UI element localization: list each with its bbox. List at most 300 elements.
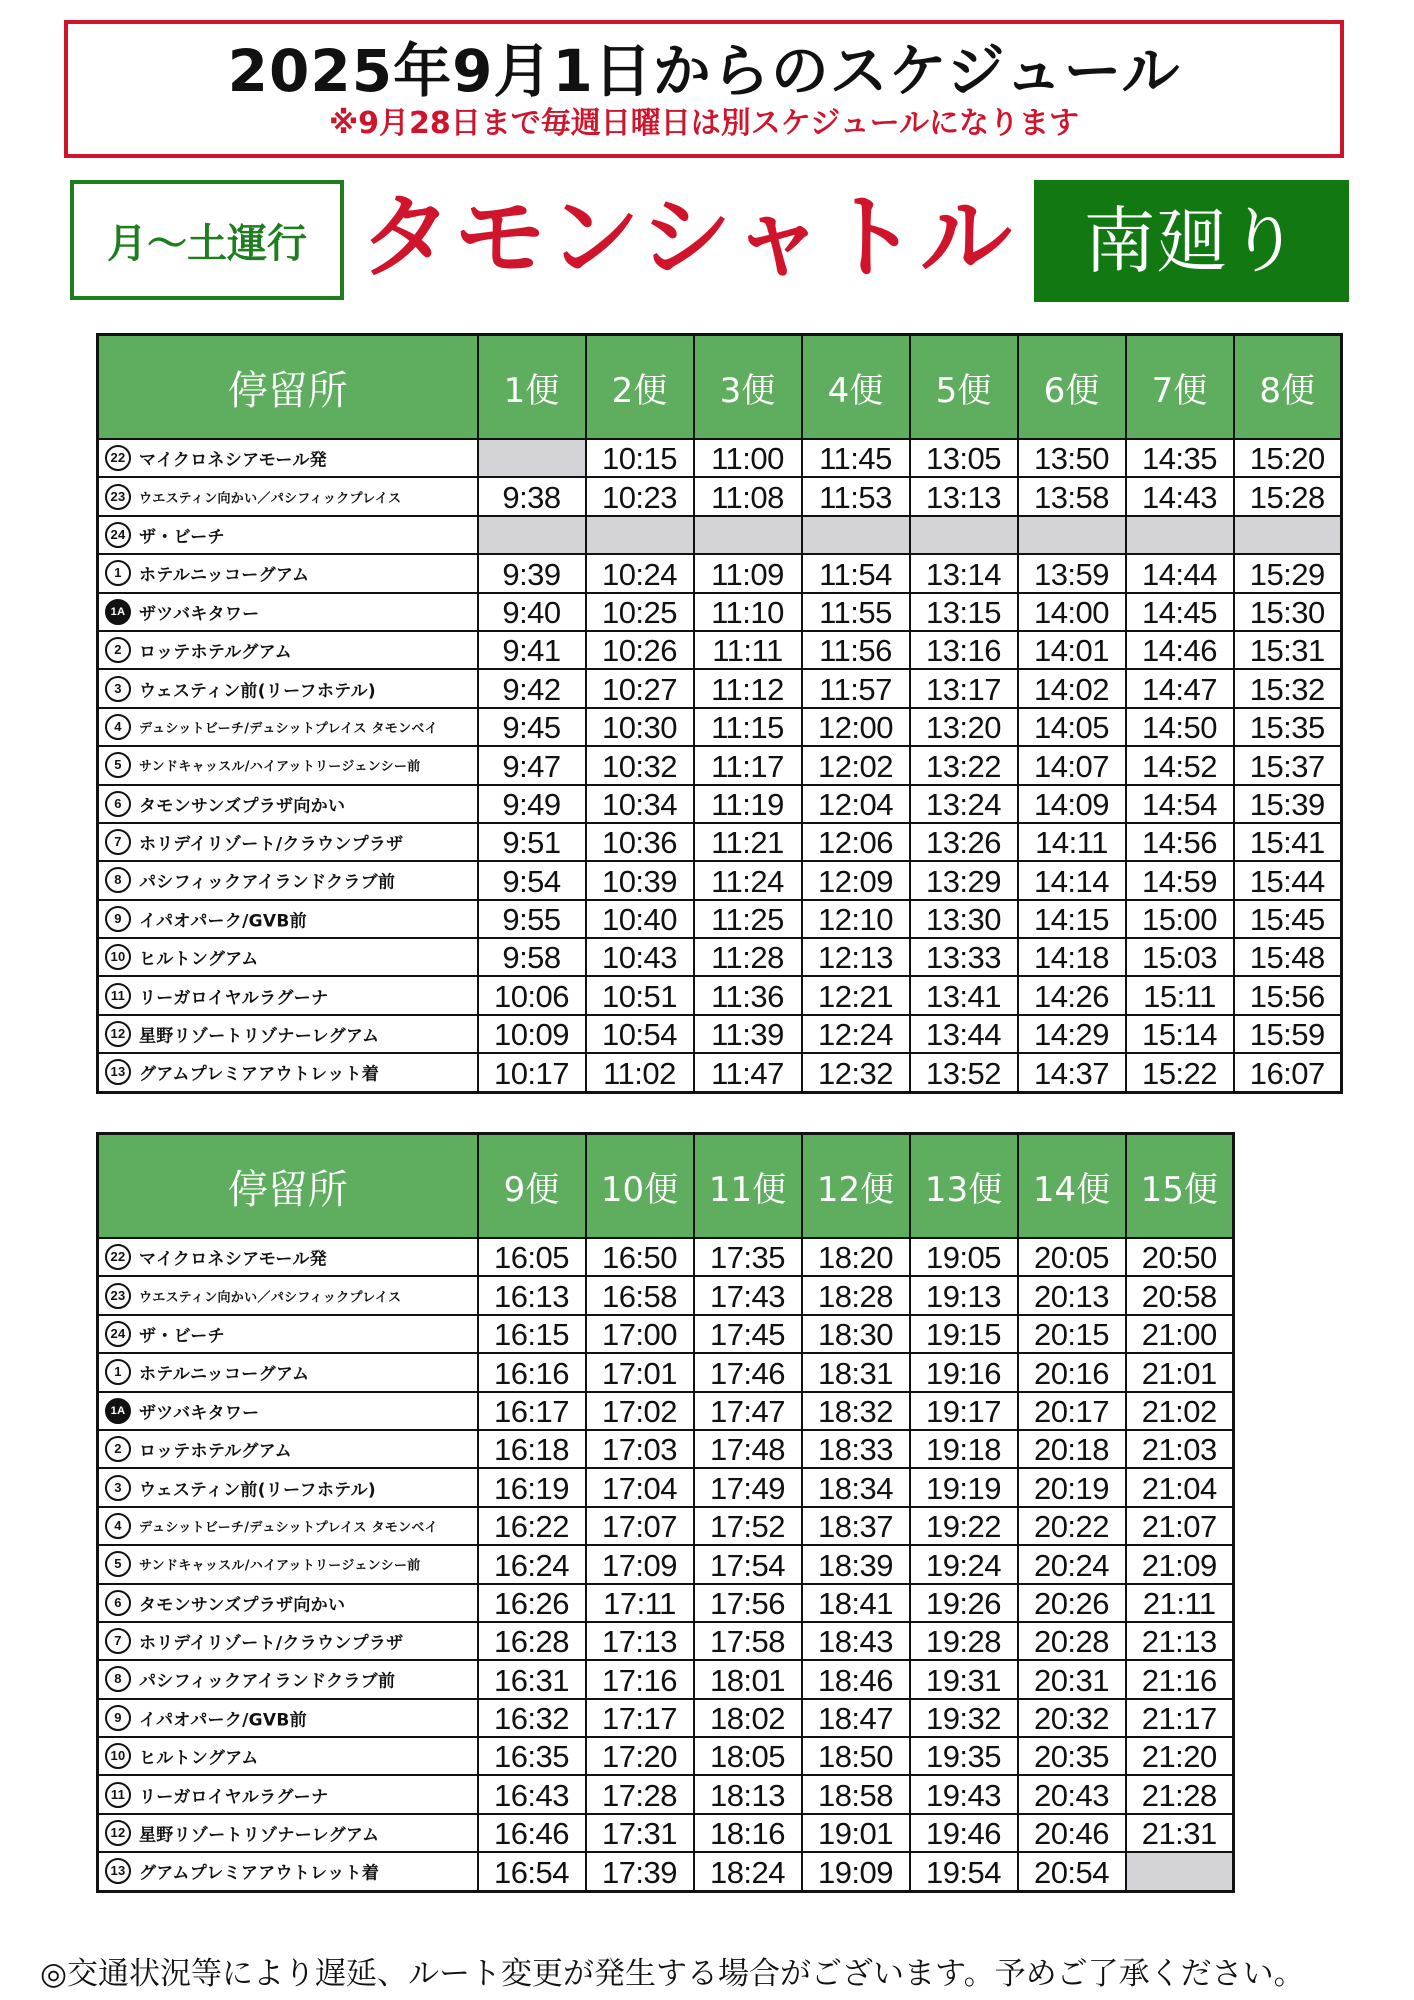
departure-time: 20:05 xyxy=(1018,1238,1126,1276)
departure-time: 11:45 xyxy=(802,439,910,477)
departure-time: 17:52 xyxy=(694,1507,802,1545)
stop-number-badge: 23 xyxy=(105,1283,131,1309)
departure-time: 14:43 xyxy=(1126,477,1234,515)
departure-time: 19:15 xyxy=(910,1315,1018,1353)
departure-time: 14:00 xyxy=(1018,593,1126,631)
stop-number-badge: 11 xyxy=(105,983,131,1009)
departure-time: 18:41 xyxy=(802,1584,910,1622)
stop-name: ロッテホテルグアム xyxy=(139,642,292,663)
departure-time: 21:09 xyxy=(1126,1545,1234,1583)
departure-time: 19:35 xyxy=(910,1737,1018,1775)
departure-time: 20:16 xyxy=(1018,1353,1126,1391)
departure-time: 13:29 xyxy=(910,861,1018,899)
stop-number-badge: 2 xyxy=(105,637,131,663)
stop-name-cell xyxy=(98,1430,478,1468)
departure-time: 15:32 xyxy=(1234,669,1342,707)
stop-name: 星野リゾートリゾナーレグアム xyxy=(139,1825,380,1846)
departure-time: 18:20 xyxy=(802,1238,910,1276)
departure-time: 13:26 xyxy=(910,823,1018,861)
stop-name-cell xyxy=(98,1468,478,1506)
departure-time: 21:11 xyxy=(1126,1584,1234,1622)
stop-name: マイクロネシアモール発 xyxy=(139,1249,327,1270)
stop-number-badge: 10 xyxy=(105,944,131,970)
trip-header: 12便 xyxy=(802,1134,910,1239)
stop-number-badge: 9 xyxy=(105,906,131,932)
table-row xyxy=(98,938,1342,976)
no-service-cell xyxy=(478,516,586,554)
stop-name-cell xyxy=(98,1276,478,1314)
departure-time: 10:26 xyxy=(586,631,694,669)
departure-time: 15:31 xyxy=(1234,631,1342,669)
departure-time: 11:02 xyxy=(586,1053,694,1092)
departure-time: 16:26 xyxy=(478,1584,586,1622)
table-row xyxy=(98,1545,1234,1583)
departure-time: 21:03 xyxy=(1126,1430,1234,1468)
departure-time: 14:44 xyxy=(1126,554,1234,592)
trip-header: 3便 xyxy=(694,335,802,440)
departure-time: 16:13 xyxy=(478,1276,586,1314)
departure-time: 21:02 xyxy=(1126,1392,1234,1430)
stop-name-cell xyxy=(98,1660,478,1698)
departure-time: 15:20 xyxy=(1234,439,1342,477)
departure-time: 10:54 xyxy=(586,1015,694,1053)
departure-time: 17:54 xyxy=(694,1545,802,1583)
departure-time: 16:32 xyxy=(478,1699,586,1737)
departure-time: 10:15 xyxy=(586,439,694,477)
departure-time: 20:24 xyxy=(1018,1545,1126,1583)
table-row xyxy=(98,1276,1234,1314)
departure-time: 11:24 xyxy=(694,861,802,899)
no-service-cell xyxy=(1126,1852,1234,1891)
departure-time: 16:50 xyxy=(586,1238,694,1276)
stop-name: ザツバキタワー xyxy=(139,1403,260,1424)
departure-time: 19:46 xyxy=(910,1814,1018,1852)
departure-time: 21:20 xyxy=(1126,1737,1234,1775)
departure-time: 9:47 xyxy=(478,746,586,784)
departure-time: 11:11 xyxy=(694,631,802,669)
departure-time: 17:28 xyxy=(586,1775,694,1813)
departure-time: 17:43 xyxy=(694,1276,802,1314)
departure-time: 13:41 xyxy=(910,976,1018,1014)
table-row xyxy=(98,861,1342,899)
route-label: 南廻り xyxy=(1034,180,1349,302)
departure-time: 15:44 xyxy=(1234,861,1342,899)
stop-name-cell xyxy=(98,1015,478,1053)
departure-time: 14:47 xyxy=(1126,669,1234,707)
no-service-cell xyxy=(1234,516,1342,554)
departure-time: 10:17 xyxy=(478,1053,586,1092)
stop-name-cell xyxy=(98,1507,478,1545)
departure-time: 9:54 xyxy=(478,861,586,899)
stop-name-cell xyxy=(98,1814,478,1852)
no-service-cell xyxy=(802,516,910,554)
trip-header: 6便 xyxy=(1018,335,1126,440)
stop-name: マイクロネシアモール発 xyxy=(139,450,327,471)
departure-time: 14:56 xyxy=(1126,823,1234,861)
departure-time: 9:40 xyxy=(478,593,586,631)
departure-time: 21:13 xyxy=(1126,1622,1234,1660)
stop-number-badge: 5 xyxy=(105,752,131,778)
departure-time: 9:41 xyxy=(478,631,586,669)
departure-time: 16:31 xyxy=(478,1660,586,1698)
departure-time: 10:40 xyxy=(586,900,694,938)
trip-header: 11便 xyxy=(694,1134,802,1239)
table-row xyxy=(98,1015,1342,1053)
departure-time: 18:13 xyxy=(694,1775,802,1813)
stop-name: グアムプレミアアウトレット着 xyxy=(139,1863,380,1884)
table-row xyxy=(98,1699,1234,1737)
departure-time: 15:48 xyxy=(1234,938,1342,976)
departure-time: 18:37 xyxy=(802,1507,910,1545)
departure-time: 10:24 xyxy=(586,554,694,592)
stop-name-cell xyxy=(98,593,478,631)
departure-time: 15:28 xyxy=(1234,477,1342,515)
departure-time: 18:30 xyxy=(802,1315,910,1353)
departure-time: 10:30 xyxy=(586,708,694,746)
departure-time: 20:32 xyxy=(1018,1699,1126,1737)
table-row xyxy=(98,1584,1234,1622)
stop-name: リーガロイヤルラグーナ xyxy=(139,988,329,1009)
table-row xyxy=(98,1852,1234,1891)
stop-number-badge: 10 xyxy=(105,1743,131,1769)
trip-header: 9便 xyxy=(478,1134,586,1239)
departure-time: 14:45 xyxy=(1126,593,1234,631)
departure-time: 11:10 xyxy=(694,593,802,631)
departure-time: 21:16 xyxy=(1126,1660,1234,1698)
departure-time: 13:16 xyxy=(910,631,1018,669)
departure-time: 17:48 xyxy=(694,1430,802,1468)
departure-time: 14:15 xyxy=(1018,900,1126,938)
table-row xyxy=(98,593,1342,631)
stop-name-cell xyxy=(98,1392,478,1430)
departure-time: 9:45 xyxy=(478,708,586,746)
departure-time: 18:24 xyxy=(694,1852,802,1891)
departure-time: 17:56 xyxy=(694,1584,802,1622)
departure-time: 21:04 xyxy=(1126,1468,1234,1506)
departure-time: 20:31 xyxy=(1018,1660,1126,1698)
departure-time: 11:00 xyxy=(694,439,802,477)
departure-time: 13:59 xyxy=(1018,554,1126,592)
stop-number-badge: 5 xyxy=(105,1551,131,1577)
departure-time: 17:39 xyxy=(586,1852,694,1891)
departure-time: 13:50 xyxy=(1018,439,1126,477)
stop-name: パシフィックアイランドクラブ前 xyxy=(139,872,396,893)
table-row xyxy=(98,516,1342,554)
stop-number-badge: 8 xyxy=(105,1666,131,1692)
table-row xyxy=(98,785,1342,823)
departure-time: 16:22 xyxy=(478,1507,586,1545)
departure-time: 19:13 xyxy=(910,1276,1018,1314)
stop-number-badge: 3 xyxy=(105,1475,131,1501)
departure-time: 14:07 xyxy=(1018,746,1126,784)
departure-time: 14:50 xyxy=(1126,708,1234,746)
departure-time: 15:22 xyxy=(1126,1053,1234,1092)
departure-time: 19:19 xyxy=(910,1468,1018,1506)
stop-name-cell xyxy=(98,631,478,669)
stop-name: タモンサンズプラザ向かい xyxy=(139,796,346,817)
departure-time: 15:56 xyxy=(1234,976,1342,1014)
trip-header: 4便 xyxy=(802,335,910,440)
departure-time: 14:09 xyxy=(1018,785,1126,823)
departure-time: 15:41 xyxy=(1234,823,1342,861)
departure-time: 13:33 xyxy=(910,938,1018,976)
stop-number-badge: 1 xyxy=(105,1359,131,1385)
stop-name-cell xyxy=(98,938,478,976)
timetable-evening xyxy=(96,1132,1235,1893)
stop-name-cell xyxy=(98,976,478,1014)
departure-time: 11:25 xyxy=(694,900,802,938)
departure-time: 12:02 xyxy=(802,746,910,784)
stop-name-cell xyxy=(98,439,478,477)
departure-time: 9:42 xyxy=(478,669,586,707)
departure-time: 10:43 xyxy=(586,938,694,976)
departure-time: 19:17 xyxy=(910,1392,1018,1430)
stop-number-badge: 3 xyxy=(105,676,131,702)
stop-name: ザ・ビーチ xyxy=(139,1326,225,1347)
departure-time: 13:44 xyxy=(910,1015,1018,1053)
stop-name-cell xyxy=(98,1699,478,1737)
departure-time: 17:58 xyxy=(694,1622,802,1660)
table-row xyxy=(98,1430,1234,1468)
departure-time: 12:21 xyxy=(802,976,910,1014)
timetable-header-row xyxy=(98,1134,1234,1239)
departure-time: 10:34 xyxy=(586,785,694,823)
stop-name-cell xyxy=(98,1584,478,1622)
stop-number-badge: 2 xyxy=(105,1436,131,1462)
departure-time: 20:50 xyxy=(1126,1238,1234,1276)
trip-header: 5便 xyxy=(910,335,1018,440)
trip-header: 2便 xyxy=(586,335,694,440)
departure-time: 16:43 xyxy=(478,1775,586,1813)
no-service-cell xyxy=(478,439,586,477)
trip-header: 14便 xyxy=(1018,1134,1126,1239)
departure-time: 14:37 xyxy=(1018,1053,1126,1092)
departure-time: 17:01 xyxy=(586,1353,694,1391)
trip-header: 1便 xyxy=(478,335,586,440)
departure-time: 11:47 xyxy=(694,1053,802,1092)
departure-time: 15:37 xyxy=(1234,746,1342,784)
departure-time: 15:35 xyxy=(1234,708,1342,746)
stop-name: ホリデイリゾート/クラウンプラザ xyxy=(139,834,404,855)
table-row xyxy=(98,1315,1234,1353)
departure-time: 20:54 xyxy=(1018,1852,1126,1891)
stop-name: ホリデイリゾート/クラウンプラザ xyxy=(139,1633,404,1654)
departure-time: 21:28 xyxy=(1126,1775,1234,1813)
stop-name-cell xyxy=(98,1622,478,1660)
departure-time: 18:05 xyxy=(694,1737,802,1775)
departure-time: 15:59 xyxy=(1234,1015,1342,1053)
departure-time: 16:46 xyxy=(478,1814,586,1852)
departure-time: 9:38 xyxy=(478,477,586,515)
departure-time: 11:54 xyxy=(802,554,910,592)
stop-name-cell xyxy=(98,477,478,515)
departure-time: 12:32 xyxy=(802,1053,910,1092)
stop-name-cell xyxy=(98,1353,478,1391)
departure-time: 9:51 xyxy=(478,823,586,861)
departure-time: 20:22 xyxy=(1018,1507,1126,1545)
timetable-header-row xyxy=(98,335,1342,440)
departure-time: 9:58 xyxy=(478,938,586,976)
departure-time: 14:26 xyxy=(1018,976,1126,1014)
departure-time: 17:20 xyxy=(586,1737,694,1775)
departure-time: 20:15 xyxy=(1018,1315,1126,1353)
trip-header: 7便 xyxy=(1126,335,1234,440)
departure-time: 11:17 xyxy=(694,746,802,784)
departure-time: 14:01 xyxy=(1018,631,1126,669)
departure-time: 14:02 xyxy=(1018,669,1126,707)
stop-number-badge: 1A xyxy=(105,1398,131,1424)
departure-time: 20:18 xyxy=(1018,1430,1126,1468)
departure-time: 14:14 xyxy=(1018,861,1126,899)
stop-name-cell xyxy=(98,746,478,784)
table-row xyxy=(98,1392,1234,1430)
stop-name-cell xyxy=(98,669,478,707)
departure-time: 19:05 xyxy=(910,1238,1018,1276)
departure-time: 20:13 xyxy=(1018,1276,1126,1314)
departure-time: 20:43 xyxy=(1018,1775,1126,1813)
stop-name: ホテルニッコーグアム xyxy=(139,565,310,586)
departure-time: 19:43 xyxy=(910,1775,1018,1813)
departure-time: 16:16 xyxy=(478,1353,586,1391)
departure-time: 20:26 xyxy=(1018,1584,1126,1622)
departure-time: 10:25 xyxy=(586,593,694,631)
departure-time: 12:09 xyxy=(802,861,910,899)
departure-time: 9:55 xyxy=(478,900,586,938)
table-row xyxy=(98,746,1342,784)
no-service-cell xyxy=(910,516,1018,554)
departure-time: 19:31 xyxy=(910,1660,1018,1698)
no-service-cell xyxy=(694,516,802,554)
stop-name: イパオパーク/GVB前 xyxy=(139,1710,307,1731)
departure-time: 9:39 xyxy=(478,554,586,592)
departure-time: 15:00 xyxy=(1126,900,1234,938)
departure-time: 13:14 xyxy=(910,554,1018,592)
departure-time: 14:35 xyxy=(1126,439,1234,477)
departure-time: 13:15 xyxy=(910,593,1018,631)
table-row xyxy=(98,1238,1234,1276)
table-row xyxy=(98,976,1342,1014)
departure-time: 21:07 xyxy=(1126,1507,1234,1545)
no-service-cell xyxy=(586,516,694,554)
stop-number-badge: 1A xyxy=(105,599,131,625)
departure-time: 17:07 xyxy=(586,1507,694,1545)
departure-time: 10:32 xyxy=(586,746,694,784)
departure-time: 12:06 xyxy=(802,823,910,861)
table-row xyxy=(98,1737,1234,1775)
departure-time: 19:18 xyxy=(910,1430,1018,1468)
departure-time: 17:46 xyxy=(694,1353,802,1391)
departure-time: 17:45 xyxy=(694,1315,802,1353)
trip-header: 10便 xyxy=(586,1134,694,1239)
departure-time: 19:32 xyxy=(910,1699,1018,1737)
stop-name: タモンサンズプラザ向かい xyxy=(139,1595,346,1616)
departure-time: 19:01 xyxy=(802,1814,910,1852)
table-row xyxy=(98,554,1342,592)
schedule-banner xyxy=(64,20,1344,158)
departure-time: 13:20 xyxy=(910,708,1018,746)
stop-name: 星野リゾートリゾナーレグアム xyxy=(139,1026,380,1047)
stop-name: パシフィックアイランドクラブ前 xyxy=(139,1671,396,1692)
schedule-note: ※9月28日まで毎週日曜日は別スケジュールになります xyxy=(329,106,1079,141)
departure-time: 13:58 xyxy=(1018,477,1126,515)
departure-time: 17:00 xyxy=(586,1315,694,1353)
stop-name-cell xyxy=(98,1053,478,1092)
departure-time: 21:31 xyxy=(1126,1814,1234,1852)
stop-name: デュシットビーチ/デュシットプレイス タモンベイ xyxy=(139,1520,438,1536)
table-row xyxy=(98,708,1342,746)
departure-time: 18:28 xyxy=(802,1276,910,1314)
stop-number-badge: 4 xyxy=(105,1513,131,1539)
stop-number-badge: 6 xyxy=(105,1590,131,1616)
stop-number-badge: 6 xyxy=(105,791,131,817)
stop-name: リーガロイヤルラグーナ xyxy=(139,1787,329,1808)
departure-time: 17:49 xyxy=(694,1468,802,1506)
departure-time: 18:43 xyxy=(802,1622,910,1660)
table-row xyxy=(98,669,1342,707)
table-row xyxy=(98,1775,1234,1813)
departure-time: 21:17 xyxy=(1126,1699,1234,1737)
departure-time: 16:19 xyxy=(478,1468,586,1506)
departure-time: 16:17 xyxy=(478,1392,586,1430)
departure-time: 17:04 xyxy=(586,1468,694,1506)
departure-time: 18:47 xyxy=(802,1699,910,1737)
stop-number-badge: 9 xyxy=(105,1705,131,1731)
departure-time: 13:05 xyxy=(910,439,1018,477)
stop-name: ウェスティン前(リーフホテル) xyxy=(139,681,376,702)
departure-time: 13:24 xyxy=(910,785,1018,823)
table-row xyxy=(98,1053,1342,1092)
departure-time: 16:28 xyxy=(478,1622,586,1660)
stop-name: ヒルトングアム xyxy=(139,1748,259,1769)
stop-name-cell xyxy=(98,1238,478,1276)
departure-time: 12:13 xyxy=(802,938,910,976)
departure-time: 19:24 xyxy=(910,1545,1018,1583)
departure-time: 17:02 xyxy=(586,1392,694,1430)
departure-time: 18:33 xyxy=(802,1430,910,1468)
stop-name-cell xyxy=(98,785,478,823)
stop-name: ホテルニッコーグアム xyxy=(139,1364,310,1385)
departure-time: 16:54 xyxy=(478,1852,586,1891)
stop-name: サンドキャッスル/ハイアットリージェンシー前 xyxy=(139,1558,421,1574)
stop-name: ヒルトングアム xyxy=(139,949,259,970)
departure-time: 18:46 xyxy=(802,1660,910,1698)
departure-time: 13:22 xyxy=(910,746,1018,784)
departure-time: 15:29 xyxy=(1234,554,1342,592)
departure-time: 11:57 xyxy=(802,669,910,707)
departure-time: 18:01 xyxy=(694,1660,802,1698)
stop-number-badge: 12 xyxy=(105,1021,131,1047)
departure-time: 14:29 xyxy=(1018,1015,1126,1053)
departure-time: 15:14 xyxy=(1126,1015,1234,1053)
departure-time: 17:17 xyxy=(586,1699,694,1737)
departure-time: 20:58 xyxy=(1126,1276,1234,1314)
stop-number-badge: 4 xyxy=(105,714,131,740)
departure-time: 17:31 xyxy=(586,1814,694,1852)
departure-time: 16:35 xyxy=(478,1737,586,1775)
stop-column-header: 停留所 xyxy=(98,1134,478,1239)
stop-name-cell xyxy=(98,1545,478,1583)
departure-time: 14:59 xyxy=(1126,861,1234,899)
stop-column-header: 停留所 xyxy=(98,335,478,440)
stop-name-cell xyxy=(98,1775,478,1813)
trip-header: 15便 xyxy=(1126,1134,1234,1239)
departure-time: 15:11 xyxy=(1126,976,1234,1014)
stop-number-badge: 13 xyxy=(105,1059,131,1085)
stop-name: デュシットビーチ/デュシットプレイス タモンベイ xyxy=(139,721,438,737)
departure-time: 11:15 xyxy=(694,708,802,746)
operating-days-label: 月〜土運行 xyxy=(70,180,344,300)
departure-time: 13:17 xyxy=(910,669,1018,707)
